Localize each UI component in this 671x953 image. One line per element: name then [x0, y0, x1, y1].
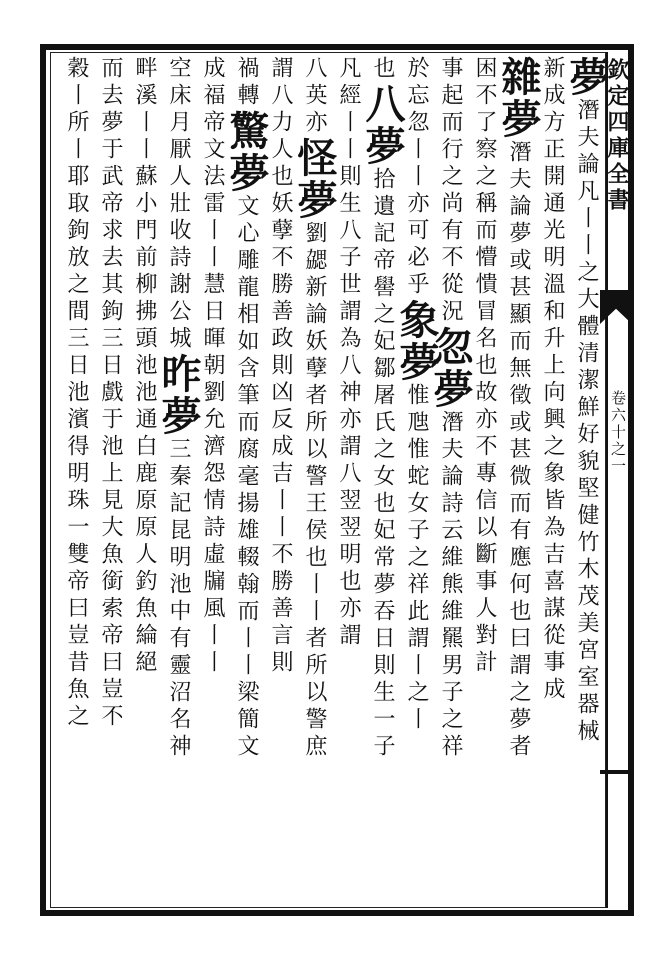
text-column — [126, 56, 158, 904]
entry-text: 文心雕龍相如含筆而腐毫揚雄輟翰而丨丨梁簡文 — [234, 194, 259, 761]
text-column — [563, 56, 610, 904]
entry-text: 帝文法雷丨丨慧日暉朝劉允濟怨情詩虛牖風丨丨 — [200, 110, 225, 677]
entry-heading: 夢 — [563, 56, 610, 98]
book-title: 欽定四庫全書 — [604, 58, 630, 214]
text-column — [534, 56, 566, 904]
text-column — [291, 56, 338, 904]
entry-text: 凡經丨丨則生八子世謂為八神亦謂八翌翌明也亦謂 — [336, 56, 361, 650]
entry-text: 畔溪丨丨蘇小門前柳拂頭 — [132, 56, 157, 353]
entry-heading: 昨夢 — [155, 353, 202, 437]
entry-text: 而去夢于武帝求去其鉤三日戲于池上見大魚銜索帝曰豈不 — [98, 56, 123, 731]
entry-text: 三秦記昆明池中有靈沼名神 — [166, 437, 191, 761]
entry-text: 困不了察之稱而懵憒冒名也故亦不專信以斷事人對計 — [472, 56, 497, 677]
text-column — [393, 56, 440, 904]
entry-text: 八英亦 — [302, 56, 327, 137]
entry-text: 劉勰新論妖孽者所以警王侯也丨丨者所以警庶 — [302, 221, 327, 761]
entry-heading: 八夢 — [359, 83, 406, 167]
entry-text: 穀丨所丨耶取鉤放之間三日池濱得明珠一雙帝曰豈昔魚之 — [64, 56, 89, 731]
entry-text: 潛夫論凡丨丨之大體清潔鮮好貌堅健竹木茂美宮室器械 — [574, 98, 599, 746]
entry-text: 空床月厭人壯收詩謝公城 — [166, 56, 191, 353]
entry-text: 成福 — [200, 56, 225, 110]
entry-heading: 雜夢 — [495, 56, 542, 140]
entry-text: 於忘忽丨丨亦可必乎 — [404, 56, 429, 299]
entry-heading: 忽夢 — [427, 326, 474, 410]
margin-rule — [600, 770, 632, 774]
entry-heading: 驚夢 — [223, 110, 270, 194]
entry-text: 也 — [370, 56, 395, 83]
entry-text: 禍轉 — [234, 56, 259, 110]
text-column — [58, 56, 90, 904]
text-column — [194, 56, 226, 904]
entry-text: 拾遺記帝嚳之妃鄒屠氏之女也妃常夢吞日則生一子 — [370, 167, 395, 761]
entry-text: 惟虺惟蛇女子之祥此謂丨之丨 — [404, 383, 429, 734]
text-column — [223, 56, 270, 904]
entry-text: 池池通白鹿原原人釣魚綸絕 — [132, 353, 157, 677]
entry-text: 事起而行之尚有不從況 — [438, 56, 463, 326]
entry-text: 新成方正開通光明溫和升上向興之象皆為吉喜謀從事成 — [540, 56, 565, 704]
text-column — [359, 56, 406, 904]
entry-text: 謂八力 — [268, 56, 293, 137]
entry-heading: 怪夢 — [291, 137, 338, 221]
text-column — [466, 56, 498, 904]
entry-text: 人也妖孽不勝善政則凶反成吉丨丨不勝善言則 — [268, 137, 293, 677]
entry-heading: 象夢 — [393, 299, 440, 383]
entry-text: 潛夫論詩云維熊維羆男子之祥 — [438, 410, 463, 761]
text-column — [495, 56, 542, 904]
text-column — [155, 56, 202, 904]
text-column — [92, 56, 124, 904]
entry-text: 潛夫論夢或甚顯而無徵或甚微而有應何也曰謂之夢者 — [506, 140, 531, 761]
juan-label: 卷六十之一 — [609, 390, 627, 475]
text-column — [427, 56, 474, 904]
